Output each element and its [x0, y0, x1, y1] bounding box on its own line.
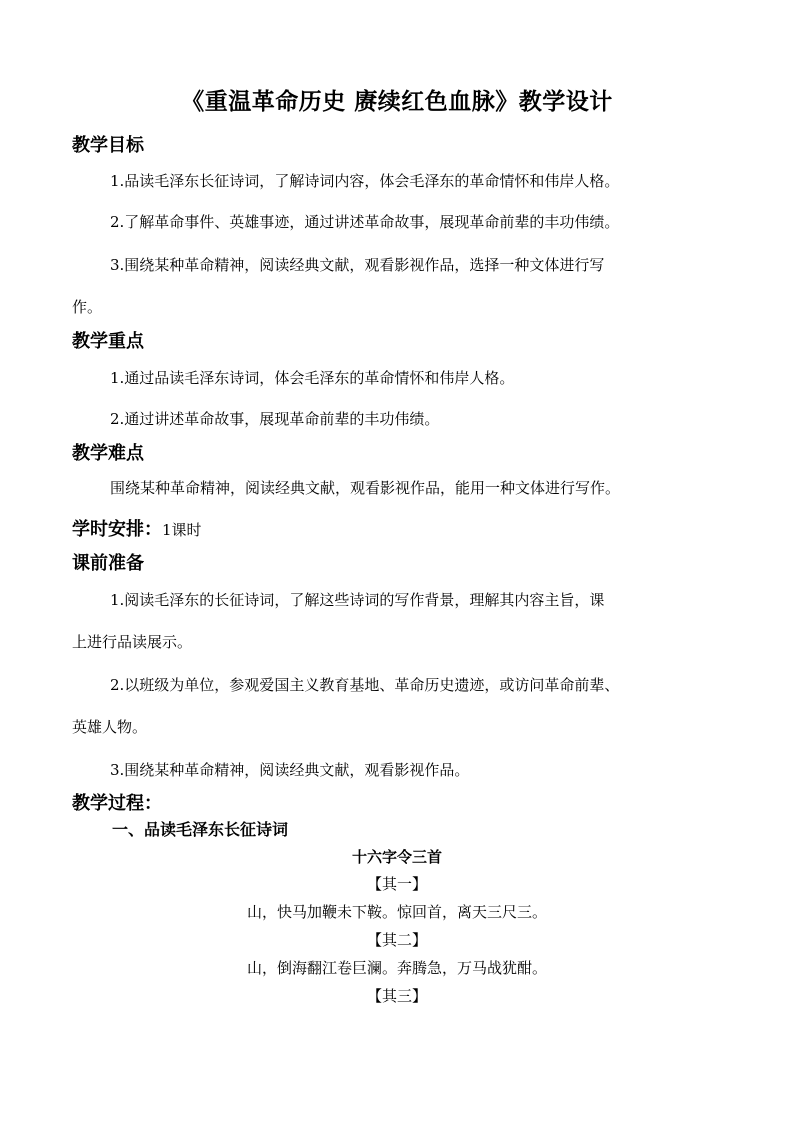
- preparation-item-1-line-2: 上进行品读展示。: [72, 633, 193, 651]
- key-point-item-2: 2.通过讲述革命故事，展现革命前辈的丰功伟绩。: [110, 410, 440, 428]
- schedule-value: 1课时: [162, 521, 202, 539]
- objective-item-3-line-1: 3.围绕某种革命精神，阅读经典文献，观看影视作品，选择一种文体进行写: [110, 256, 605, 274]
- poem-title: 十六字令三首: [351, 848, 442, 866]
- process-section-1: 一、品读毛泽东长征诗词: [112, 820, 289, 839]
- objectives-heading: 教学目标: [72, 135, 144, 156]
- document-title: 《重温革命历史 赓续红色血脉》教学设计: [181, 89, 613, 115]
- schedule-label: 学时安排：: [72, 519, 162, 540]
- difficulties-text: 围绕某种革命精神，阅读经典文献，观看影视作品，能用一种文体进行写作。: [110, 479, 621, 497]
- preparation-heading: 课前准备: [72, 553, 144, 574]
- poem-part-2-label: 【其二】: [366, 931, 427, 949]
- preparation-item-2-line-2: 英雄人物。: [72, 718, 148, 736]
- difficulties-heading: 教学难点: [72, 443, 144, 464]
- process-heading: 教学过程：: [72, 793, 162, 814]
- poem-part-1-label: 【其一】: [366, 875, 427, 893]
- schedule-line: [72, 516, 202, 544]
- poem-part-1-text: 山，快马加鞭未下鞍。惊回首，离天三尺三。: [246, 903, 547, 921]
- key-point-item-1: 1.通过品读毛泽东诗词，体会毛泽东的革命情怀和伟岸人格。: [110, 369, 515, 387]
- preparation-item-2-line-1: 2.以班级为单位，参观爱国主义教育基地、革命历史遗迹，或访问革命前辈、: [110, 676, 620, 694]
- preparation-item-3: 3.围绕某种革命精神，阅读经典文献，观看影视作品。: [110, 761, 470, 779]
- poem-part-3-label: 【其三】: [366, 987, 427, 1005]
- key-points-heading: 教学重点: [72, 331, 144, 352]
- preparation-item-1-line-1: 1.阅读毛泽东的长征诗词，了解这些诗词的写作背景，理解其内容主旨，课: [110, 591, 605, 609]
- objective-item-3-line-2: 作。: [72, 298, 103, 316]
- poem-part-2-text: 山，倒海翻江卷巨澜。奔腾急，万马战犹酣。: [246, 959, 547, 977]
- objective-item-1: 1.品读毛泽东长征诗词，了解诗词内容，体会毛泽东的革命情怀和伟岸人格。: [110, 172, 620, 190]
- objective-item-2: 2.了解革命事件、英雄事迹，通过讲述革命故事，展现革命前辈的丰功伟绩。: [110, 213, 620, 231]
